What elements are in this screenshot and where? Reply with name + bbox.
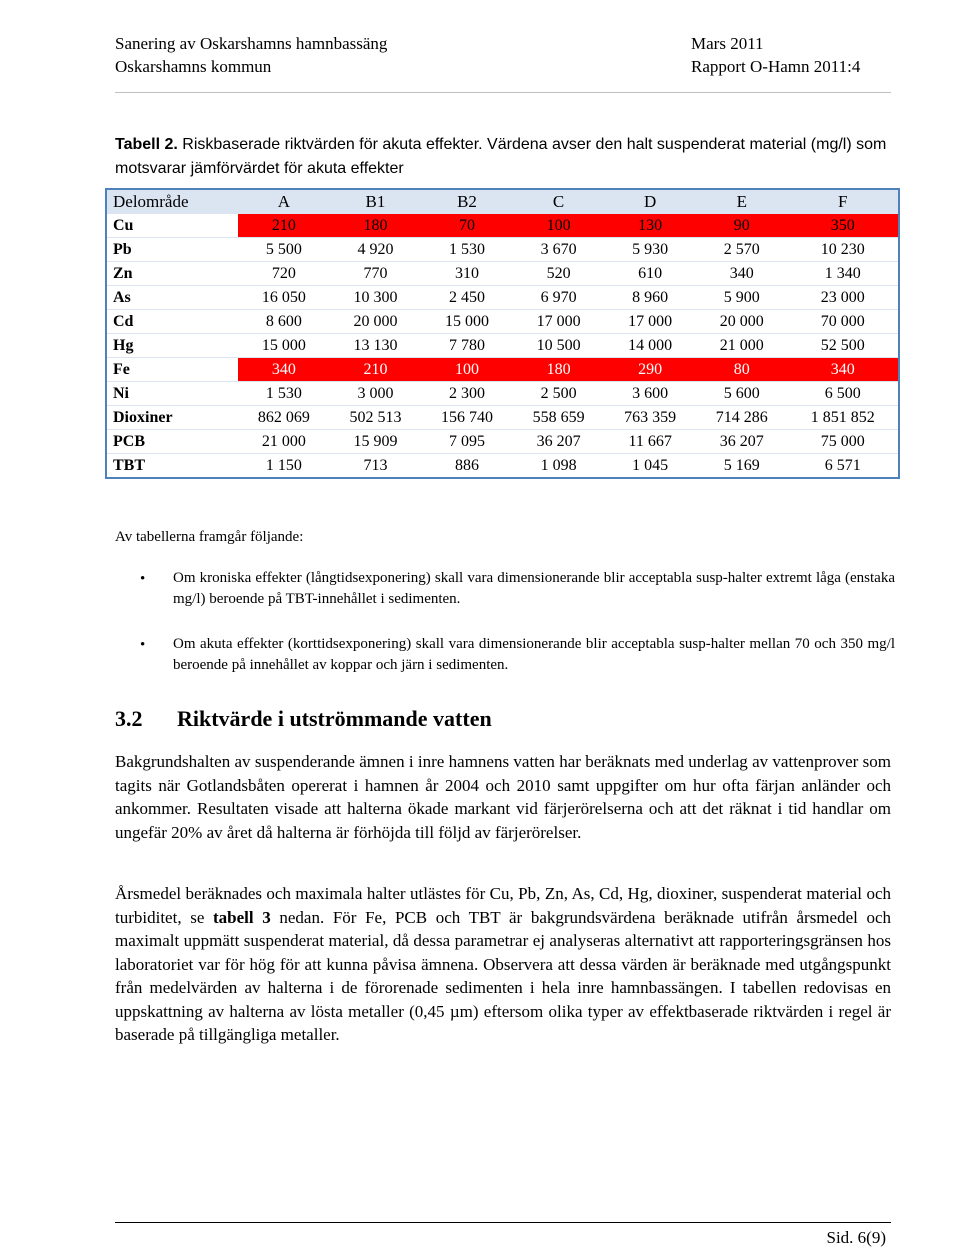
section-heading [115,706,492,732]
row-label: Cd [106,310,238,334]
table-cell: 80 [696,358,788,382]
footer-divider [115,1222,891,1223]
list-item [115,634,895,676]
table-cell: 36 207 [696,430,788,454]
table-reference: tabell 3 [213,907,271,927]
table-cell: 2 450 [421,286,513,310]
page-number: Sid. 6(9) [826,1228,886,1247]
table-cell: 1 340 [788,262,899,286]
table-cell: 340 [238,358,330,382]
table-cell: 5 930 [604,238,696,262]
table-row [106,454,899,479]
header-report-id: Rapport O-Hamn 2011:4 [691,57,861,76]
table-cell: 862 069 [238,406,330,430]
table-cell: 5 900 [696,286,788,310]
table-cell: 5 169 [696,454,788,479]
paragraph-text: Årsmedel beräknades och maximala halter utlästes för Cu, Pb, Zn, As, Cd, Hg, dioxiner, suspenderat material och turbiditet, se [115,884,891,927]
table-cell: 15 000 [421,310,513,334]
table-cell: 70 [421,214,513,238]
table-cell: 720 [238,262,330,286]
table-cell: 1 851 852 [788,406,899,430]
table-cell: 770 [330,262,422,286]
table-cell: 20 000 [696,310,788,334]
table-body [106,214,899,479]
table-cell: 17 000 [604,310,696,334]
table-cell: 1 530 [238,382,330,406]
table-cell: 558 659 [513,406,605,430]
table-cell: 11 667 [604,430,696,454]
table-cell: 180 [513,358,605,382]
table-cell: 520 [513,262,605,286]
table-cell: 713 [330,454,422,479]
table-cell: 100 [421,358,513,382]
table-cell: 75 000 [788,430,899,454]
row-label: Hg [106,334,238,358]
table-cell: 763 359 [604,406,696,430]
table-cell: 7 095 [421,430,513,454]
page-header [115,32,891,78]
list-item-text: Om kroniska effekter (långtidsexponering) skall vara dimensionerande blir acceptabla susp-halter extremt låga (enstaka mg/l) beroende på TBT-innehållet i sedimenten. [173,570,895,607]
row-label: Zn [106,262,238,286]
table-cell: 16 050 [238,286,330,310]
table-caption-text: Riskbaserade riktvärden för akuta effekter. Värdena avser den halt suspenderat material (mg/l) som motsvarar jämförvärdet för akuta effekter [115,136,887,177]
table-cell: 1 530 [421,238,513,262]
bullet-icon: • [140,571,146,587]
table-row [106,382,899,406]
table-cell: 1 045 [604,454,696,479]
table-cell: 6 500 [788,382,899,406]
header-client: Oskarshamns kommun [115,57,272,76]
table-row [106,238,899,262]
header-project-title: Sanering av Oskarshamns hamnbassäng [115,34,388,53]
table-cell: 2 500 [513,382,605,406]
table-cell: 6 970 [513,286,605,310]
row-label: Fe [106,358,238,382]
table-cell: 340 [788,358,899,382]
row-label: Dioxiner [106,406,238,430]
table-cell: 8 960 [604,286,696,310]
table-row [106,358,899,382]
column-header-area: Delområde [106,189,238,214]
table-cell: 17 000 [513,310,605,334]
table-cell: 130 [604,214,696,238]
table-cell: 100 [513,214,605,238]
table-cell: 2 300 [421,382,513,406]
table-row [106,334,899,358]
table-cell: 3 000 [330,382,422,406]
table-cell: 15 909 [330,430,422,454]
table-cell: 310 [421,262,513,286]
table-cell: 886 [421,454,513,479]
list-item-text: Om akuta effekter (korttidsexponering) skall vara dimensionerande blir acceptabla susp-halter mellan 70 och 350 mg/l beroende på innehållet av koppar och järn i sedimenten. [173,636,895,673]
table-cell: 210 [238,214,330,238]
table-cell: 10 300 [330,286,422,310]
table-cell: 2 570 [696,238,788,262]
paragraph-text: nedan. För Fe, PCB och TBT är bakgrundsvärdena beräknade utifrån årsmedel och maximalt uppmätt suspenderat material, då dessa parametrar ej analyseras alternativt att rapporteringsgränsen hos laboratoriet var för hög för att kunna påvisa ämnena. Observera att dessa värden är beräknade med utgångspunkt från medelvärden av halterna i de förorenade sedimenten i hela inre hamnbassängen. I tabellen redovisas en uppskattning av halterna av lösta metaller (0,45 µm) eftersom olika typer av effektbaserade riktvärden i regel är baserade på tillgängliga metaller. [115,907,892,1044]
table-cell: 14 000 [604,334,696,358]
table-cell: 10 230 [788,238,899,262]
table-cell: 290 [604,358,696,382]
table-cell: 1 098 [513,454,605,479]
table-header-row [106,189,899,214]
table-cell: 5 600 [696,382,788,406]
table-row [106,262,899,286]
table-caption-label: Tabell 2. [115,136,178,153]
row-label: Cu [106,214,238,238]
table-row [106,286,899,310]
intro-text: Av tabellerna framgår följande: [115,529,304,545]
column-header: E [696,189,788,214]
section-number: 3.2 [115,706,143,731]
table-cell: 4 920 [330,238,422,262]
section-title: Riktvärde i utströmmande vatten [177,706,492,731]
paragraph-background: Bakgrundshalten av suspenderande ämnen i inre hamnens vatten har beräknats med underlag av vattenprover som tagits när Gotlandsbåten opererat i hamnen år 2004 och 2010 samt uppgifter om hur ofta färjan anländer och ankommer. Resultaten visade att halterna ökade markant vid färjerörelserna och att det räknat i tid handlar om ungefär 20% av året då halterna är förhöjda till följd av färjerörelser. [115,752,891,842]
table-cell: 8 600 [238,310,330,334]
table-cell: 1 150 [238,454,330,479]
header-divider [115,92,891,93]
table-cell: 350 [788,214,899,238]
table-cell: 20 000 [330,310,422,334]
table-cell: 52 500 [788,334,899,358]
row-label: Pb [106,238,238,262]
table-cell: 3 600 [604,382,696,406]
table-cell: 340 [696,262,788,286]
table-cell: 36 207 [513,430,605,454]
column-header: F [788,189,899,214]
column-header: B1 [330,189,422,214]
table-cell: 3 670 [513,238,605,262]
table-cell: 21 000 [238,430,330,454]
table-row [106,214,899,238]
table-caption [115,133,895,181]
table-cell: 180 [330,214,422,238]
table-cell: 610 [604,262,696,286]
table-row [106,430,899,454]
row-label: TBT [106,454,238,479]
column-header: C [513,189,605,214]
row-label: As [106,286,238,310]
table-row [106,406,899,430]
row-label: Ni [106,382,238,406]
table-cell: 10 500 [513,334,605,358]
table-cell: 714 286 [696,406,788,430]
table-cell: 5 500 [238,238,330,262]
bullet-icon: • [140,637,146,653]
table-cell: 210 [330,358,422,382]
paragraph-annual-mean [115,882,891,1047]
table-cell: 23 000 [788,286,899,310]
list-item [115,568,895,610]
table-cell: 90 [696,214,788,238]
row-label: PCB [106,430,238,454]
table-cell: 13 130 [330,334,422,358]
column-header: A [238,189,330,214]
table-cell: 156 740 [421,406,513,430]
column-header: D [604,189,696,214]
table-cell: 7 780 [421,334,513,358]
table-cell: 502 513 [330,406,422,430]
table-cell: 70 000 [788,310,899,334]
table-cell: 15 000 [238,334,330,358]
header-date: Mars 2011 [691,34,764,53]
table-cell: 6 571 [788,454,899,479]
column-header: B2 [421,189,513,214]
table-row [106,310,899,334]
findings-list [115,568,895,700]
table-cell: 21 000 [696,334,788,358]
risk-values-table [105,188,900,479]
